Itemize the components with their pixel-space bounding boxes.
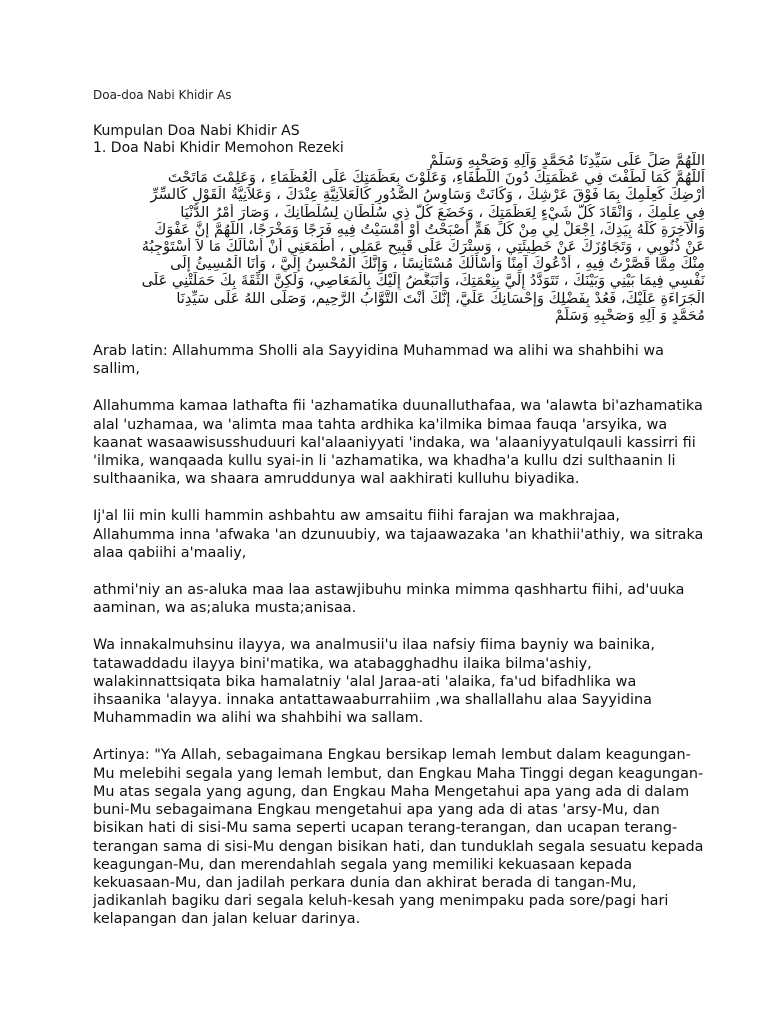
- arabic-line: مِنْكَ مِمَّا قَصَّرْتُ فِيهِ ، أَدْعُوكَ آمِنًا وَأَسْأَلُكَ مُسْتَأْنِسًا ، وَإِنَّكَ الْمُحْسِنُ إِلَيَّ ، وَأَنَا الْمُسِيئُ إِلَى: [170, 255, 705, 273]
- latin-paragraph: Ij'al lii min kulli hammin ashbahtu aw amsaitu fiihi farajan wa makhrajaa, Allahumma inna 'afwaka 'an dzunuubiy, wa tajaawazaka 'an khathii'athiy, wa sitraka alaa qabiihi a'maaliy,: [93, 508, 704, 561]
- latin-paragraph: Wa innakalmuhsinu ilayya, wa analmusii'u ilaa nafsiy fiima bayniy wa bainika, tatawaddadu ilayya bini'matika, wa atabagghadhu ilaika bilma'ashiy, walakinnattsiqata bika hamalatniy 'alal Jaraa-ati 'alaika, fa'ud bifadhlika wa ihsaanika 'alayya. innaka antattawaaburrahiim ,wa shallallahu alaa Sayyidina Muhammadin wa alihi wa shahbihi wa sallam.: [93, 637, 655, 727]
- page-header: Doa-doa Nabi Khidir As: [93, 88, 232, 102]
- section-heading: 1. Doa Nabi Khidir Memohon Rezeki: [93, 140, 344, 156]
- arabic-line: عَنْ ذُنُوبِي ، وَتَجَاوُزَكَ عَنْ خَطِيئَتِي ، وَسِتْرَكَ عَلَى قَبِيحِ عَمَلِي ، أَطْمَعَنِي أَنْ أَسْأَلَكَ مَا لاَ أَسْتَوْجِبُهُ: [141, 238, 705, 256]
- arabic-line: اللَّهُمَّ صَلِّ عَلَى سَيِّدِنَا مُحَمَّدٍ وَآلِهِ وَصَحْبِهِ وَسَلِّمْ: [429, 152, 705, 169]
- document-body: [93, 123, 705, 929]
- translation-paragraph: Artinya: "Ya Allah, sebagaimana Engkau bersikap lemah lembut dalam keagungan-Mu melebihi segala yang lemah lembut, dan Engkau Maha Tinggi degan keagungan-Mu atas segala yang agung, dan Engkau Maha Mengetahui apa yang ada di dalam buni-Mu sebagaimana Engkau mengetahui apa yang ada di atas 'arsy-Mu, dan bisikan hati di sisi-Mu sama seperti ucapan terang-terangan, dan ucapan terang-terangan sama di sisi-Mu dengan bisikan hati, dan tunduklah segala sesuatu kepada keagungan-Mu, dan merendahlah segala yang memiliki kekuasaan kepada kekuasaan-Mu, dan jadilah perkara dunia dan akhirat berada di tangan-Mu, jadikanlah bagiku dari segala keluh-kesah yang menimpaku pada sore/pagi hari kelapangan dan jalan keluar darinya.: [93, 747, 704, 928]
- arabic-line: اَللّٰهُمَّ كَمَا لَطَفْتَ فِي عَظَمَتِكَ دُونَ اللُّطَفَاءِ، وَعَلَوْتَ بِعَظَمَتِكَ عَلَى الْعُظَمَاءِ ، وَعَلِمْتَ مَاتَحْتَ: [167, 169, 705, 187]
- arabic-line: فِي عِلْمِكَ ، وَانْقَادَ كُلُّ شَيْءٍ لِعَظَمَتِكَ ، وَخَضَعَ كُلُّ ذِي سُلْطَانٍ لِسُلْطَانِكَ ، وَصَارَ أَمْرُ الدُّنْيَا: [180, 203, 705, 221]
- latin-intro-paragraph: Arab latin: Allahumma Sholli ala Sayyidina Muhammad wa alihi wa shahbihi wa sallim,: [93, 343, 664, 378]
- arabic-line: نَفْسِي فِيمَا بَيْنِي وَبَيْنَكَ ، تَتَوَدَّدُ إِلَيَّ بِنِعْمَتِكَ، وَأَتَبَغَّضُ إِلَيْكَ بِالْمَعَاصِي، وَلَكِنَّ الثِّقَةَ بِكَ حَمَلَتْنِي عَلَى: [141, 272, 705, 290]
- arabic-prayer-text: [93, 152, 705, 324]
- arabic-line: أَرْضِكَ كَعِلْمِكَ بِمَا فَوْقَ عَرْشِكَ ، وَكَانَتْ وَسَاوِسُ الصُّدُورِ كَالْعَلاَنِيَّةِ عِنْدَكَ ، وَعَلاَنِيَّةُ الْقَوْلِ كَالسِّرِّ: [150, 186, 705, 204]
- arabic-line: مُحَمَّدٍ وَ آلِهِ وَصَحْبِهِ وَسَلَّمْ: [554, 306, 705, 324]
- arabic-line: وَالْآخِرَةِ كُلُّهُ بِيَدِكَ، اِجْعَلْ لِي مِنْ كُلِّ هَمٍّ أَصْبَحْتُ أَوْ أَمْسَيْتُ فِيهِ فَرَجًا وَمَخْرَجًا، اللَّهُمَّ إِنَّ عَفْوَكَ: [154, 220, 705, 238]
- document-title: Kumpulan Doa Nabi Khidir AS: [93, 123, 300, 139]
- arabic-line: الْجَرَاءَةِ عَلَيْكَ، فَعُدْ بِفَضْلِكَ وَإِحْسَانِكَ عَلَيَّ، إِنَّكَ أَنْتَ التَّوَّابُ الرَّحِيمِ، وَصَلَّى اللهُ عَلَى سَيِّدِنَا: [176, 289, 705, 307]
- latin-paragraph: Allahumma kamaa lathafta fii 'azhamatika duunalluthafaa, wa 'alawta bi'azhamatika alal 'uzhamaa, wa 'alimta maa tahta ardhika ka'ilmika bimaa fauqa 'arsyika, wa kaanat wasaawisusshuduuri kal'alaaniyyati 'indaka, wa 'alaaniyyatulqauli kassirri fii 'ilmika, wanqaada kullu syai-in li 'azhamatika, wa khadha'a kullu dzi sulthaanin li sulthaanika, wa shaara amruddunya wal aakhirati kulluhu biyadika.: [93, 398, 703, 488]
- latin-paragraph: athmi'niy an as-aluka maa laa astawjibuhu minka mimma qashhartu fiihi, ad'uuka aaminan, wa as;aluka musta;anisaa.: [93, 582, 685, 617]
